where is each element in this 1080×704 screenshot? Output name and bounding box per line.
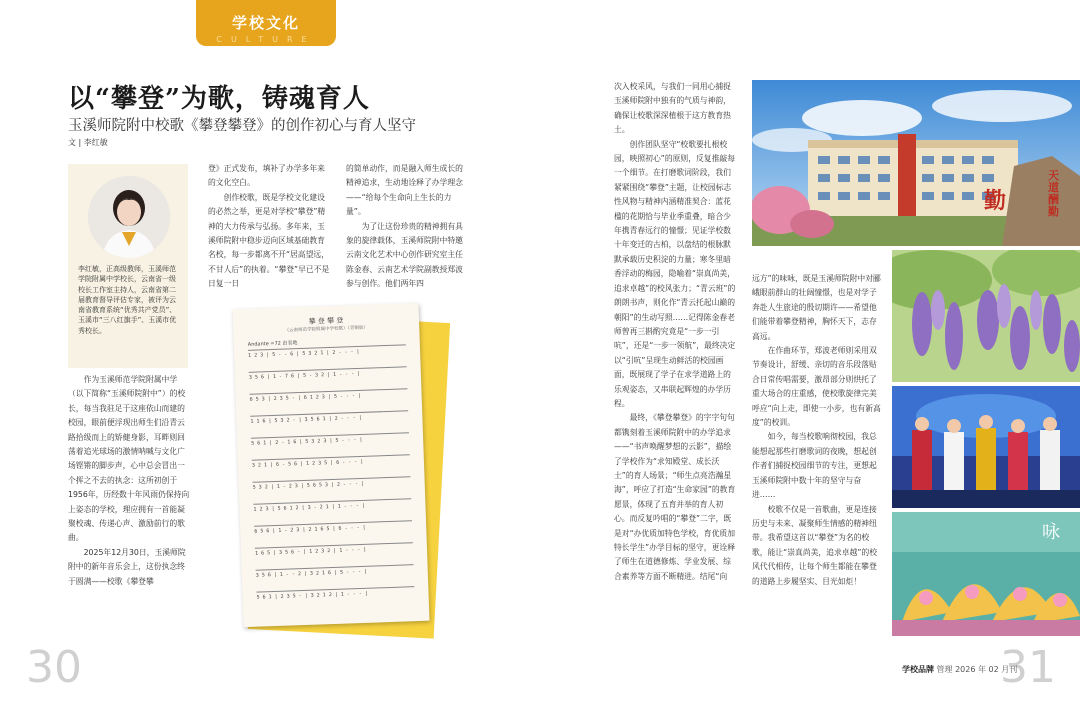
article-column-3 [346, 162, 470, 292]
paragraph: 次入校采风，与我们一同用心捕捉玉溪师院附中独有的气质与神韵，确保让校歌深深植根于这方教育热土。 [614, 82, 731, 135]
score-title: 攀 登 攀 登 [308, 316, 344, 326]
paragraph: 远方”的味咏，既是玉溪师院附中对郦峨眼前群山的壮阔憧憬，也是对学子奔赴人生旅途的殷切期许——希望他们能带着攀登精神，胸怀天下，志存高远。 [752, 274, 881, 341]
score-note-row: 6 5 3 | 2 3 5 - | 6 1 2 3 | 5 - - - | [249, 392, 362, 403]
author-avatar [88, 176, 170, 258]
article-title: 以“攀登”为歌，铸魂育人 [68, 84, 370, 114]
paragraph: 创作团队坚守“校歌要扎根校园，映照初心”的原则，反复推敲每一个细节。在打磨歌词阶段，我们紧紧围绕“攀登”主题，让校园标志性风物与精神内涵精准契合：蓝花楹的花期恰与毕业季重叠，暗合少年携青春远行的憧憬；见证学校数十年变迁的古柏，以盘结的根脉默默承载历史积淀的力量；寒冬里暗香浮动的梅园，隐喻着“崇真尚美，追求卓越”的校风张力；“青云班”的朗朗书声，则化作“青云托起山巅的朝阳”的生动写照……记得陈金春老师曾再三斟酌究竟是“一步一引吭”，还是“一步一领航”，最终决定以“引吭”呈现生动鲜活的校园画面，既展现了学子在求学道路上的乐观姿态，又串联起辉煌的办学历程。 [614, 139, 736, 408]
paragraph: 登》正式发布，填补了办学多年来的文化空白。 [208, 164, 325, 188]
paragraph: 在作曲环节，郑波老师则采用双节奏设计，舒缓、亲切的音乐段落贴合日常传唱需要，激昂部分则烘托了重大场合的庄重感，使校歌旋律完美呼应“向上走，即使一小步，也有新高度”的校训。 [752, 346, 881, 428]
section-tab-label-en: CULTURE [216, 35, 316, 44]
paragraph: 为了让这份珍贵的精神拥有具象的旋律载体，玉溪师院附中特邀云南文化艺术中心创作研究室主任陈金春、云南艺术学院副教授郑波参与创作。他们两年四 [346, 221, 463, 289]
score-note-row: 1 2 3 | 5 6 1 2 | 3 - 2 1 | 1 - - - | [253, 502, 365, 513]
section-tab-label: 学校文化 [231, 14, 300, 32]
stage-performance-photo [892, 386, 1080, 508]
fan-dance-photo [892, 512, 1080, 636]
rock-inscription: 天道酬勤 [1048, 169, 1059, 218]
footer-masthead [902, 664, 1017, 675]
paragraph: 最终，《攀登攀登》的字字句句都镌刻着玉溪师院附中的办学追求——“书声唤醒梦想的云影”，描绘了学校作为“求知殿堂、成长沃土”的育人场景；“师生点亮浩瀚星海”，呼应了打造“生命家园”的教育愿景，体现了五育并举的育人初心。而反复吟唱的“攀登”二字，既是对“办优质加特色学校，育优质加特长学生”办学目标的坚守，更诠释了师生在道德修炼、学业发展、综合素养等方面不断精进。结尾“向 [614, 413, 736, 581]
section-tab [196, 0, 336, 46]
wisteria-photo [892, 250, 1080, 382]
page-number-left: 30 [26, 642, 82, 693]
article-author: 文 | 李红敏 [68, 138, 108, 147]
score-note-row: 3 2 1 | 6 - 5 6 | 1 2 3 5 | 6 - - - | [251, 458, 364, 469]
paragraph: 如今，每当校歌响彻校园，我总能想起那些打磨歌词的夜晚，想起创作者们捕捉校园细节的专注，更想起玉溪师院附中数十年的坚守与奋进…… [752, 432, 877, 500]
paragraph: 创作校歌，既是学校文化建设的必然之举，更是对学校“攀登”精神的大力传承与弘扬。多年来，玉溪师院附中稳步迈向区域基础教育名校，每一步都离不开“居高望远，不甘人后”的执着。“攀登”早已不是日复一日 [208, 192, 330, 289]
rock-inscription-big: 勤 [984, 188, 1007, 214]
author-bio-text: 李红敏，正高级教师，玉溪师范学院附属中学校长，云南省一级校长工作室主持人，云南省第二届教育督导评估专家，被评为云南省教育系统“优秀共产党员”、玉溪市“三八红旗手”、玉溪市优秀校长。 [78, 265, 177, 335]
score-subtitle: （云南师范学院附属中学校歌）（青铜版） [284, 325, 368, 334]
score-note-row: 5 6 1 | 2 3 5 - | 3 2 1 2 | 1 - - - | [256, 590, 369, 601]
score-note-row: 6 5 6 | 1 - 2 3 | 2 1 6 5 | 6 - - - | [254, 524, 366, 535]
score-note-row: 1 1 6 | 5 3 2 - | 3 5 6 1 | 2 - - - | [250, 414, 362, 425]
banner-character: 咏 [1042, 522, 1060, 543]
footer-sep: 管理 [936, 665, 953, 674]
article-column-5 [752, 272, 882, 589]
score-note-row: 1 2 3 | 5 - - 6 | 5 3 2 1 | 2 - - - | [248, 348, 360, 359]
music-score-sheet [233, 303, 430, 627]
article-column-2 [208, 162, 332, 292]
score-note-row: 3 5 6 | 1 - - 2 | 3 2 1 6 | 5 - - - | [255, 568, 368, 579]
score-note-row: 5 6 1 | 2 - 1 6 | 5 3 2 3 | 5 - - - | [251, 436, 363, 447]
paragraph: 作为玉溪师范学院附属中学（以下简称“玉溪师院附中”）的校长，每当我驻足于这座依山而建的校园，眼前便浮现出师生们沿青云路拾级而上的矫健身影，耳畔则回荡着追光球场的激情呐喊与文化广场铿锵的脚步声，心中总会冒出一个挥之不去的执念：这所初创于1956年，历经数十年风雨仍保持向上姿态的学校，理应拥有一首能凝聚校魂、传递心声、激励前行的歌曲。 [68, 375, 190, 543]
article-subtitle: 玉溪师院附中校歌《攀登攀登》的创作初心与育人坚守 [68, 118, 416, 134]
paragraph: 的简单动作，而是融入师生成长的精神追求，生动地诠释了办学理念——“给每个生命向上生长的力量”。 [346, 164, 463, 217]
score-note-row: 1 6 5 | 3 5 6 - | 1 2 3 2 | 1 - - - | [254, 546, 367, 557]
footer-brand: 学校品牌 [902, 665, 934, 674]
paragraph: 校歌不仅是一首歌曲，更是连接历史与未来、凝聚师生情感的精神纽带。我希望这首以“攀登”为名的校歌，能让“崇真尚美，追求卓越”的校风代代相传，让每个师生都能在攀登的道路上步履坚实、目光如炬！ [752, 504, 878, 586]
article-column-1 [68, 373, 192, 589]
score-note-row: 5 3 2 | 1 - 2 3 | 5 6 5 3 | 2 - - - | [252, 480, 365, 491]
score-note-row: 3 5 6 | 1 - 7 6 | 5 - 3 2 | 1 - - - | [248, 370, 361, 381]
footer-issue: 2026 年 02 月刊 [955, 665, 1018, 674]
campus-building-photo [752, 80, 1080, 246]
score-tempo: Andante =72 由衷地 [247, 340, 298, 348]
page-number-right: 31 [1000, 642, 1056, 693]
article-column-4 [614, 80, 738, 584]
paragraph: 2025年12月30日，玉溪师院附中的新年音乐会上，这份执念终于圆满——校歌《攀登攀 [68, 547, 186, 586]
author-portrait-image [88, 176, 170, 258]
